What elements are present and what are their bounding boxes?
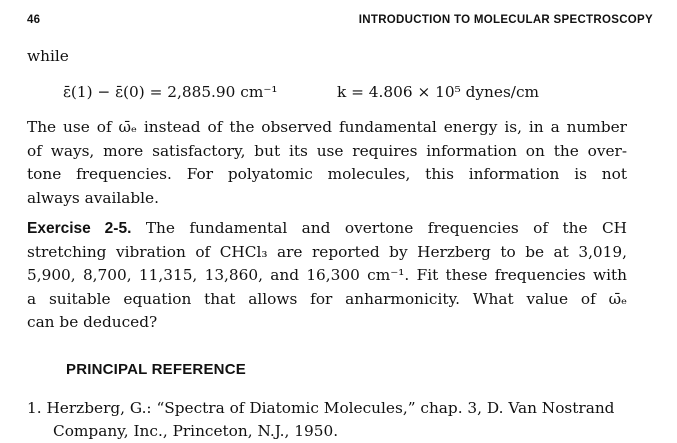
- equation-force-constant: k = 4.806 × 10⁵ dynes/cm: [337, 83, 540, 101]
- equation-energy-difference: ε̄(1) − ε̄(0) = 2,885.90 cm⁻¹: [63, 83, 278, 101]
- exercise-label: Exercise 2-5.: [27, 220, 132, 237]
- running-head: INTRODUCTION TO MOLECULAR SPECTROSCOPY: [358, 14, 653, 26]
- exercise-line-text: The fundamental and overtone frequencies of the CH: [145, 219, 627, 237]
- exercise-2-5: [27, 217, 627, 335]
- page-number: 46: [27, 14, 41, 26]
- paragraph-line: always available.: [27, 188, 159, 207]
- exercise-line: a suitable equation that allows for anharmonicity. What value of ω̄ₑ: [27, 289, 627, 308]
- exercise-line: [27, 217, 627, 241]
- paragraph-line: tone frequencies. For polyatomic molecules, this information is not: [27, 165, 627, 183]
- paragraph-use-of-omega: [27, 116, 627, 210]
- exercise-line: can be deduced?: [27, 313, 158, 331]
- exercise-line: 5,900, 8,700, 11,315, 13,860, and 16,300 cm⁻¹. Fit these frequencies with: [27, 266, 627, 284]
- intro-word: while: [27, 47, 69, 65]
- reference-list: [27, 397, 627, 443]
- exercise-line: stretching vibration of CHCl₃ are reported by Herzberg to be at 3,019,: [27, 242, 627, 261]
- reference-item-line: Company, Inc., Princeton, N.J., 1950.: [53, 422, 339, 440]
- principal-reference-heading: PRINCIPAL REFERENCE: [66, 361, 246, 378]
- reference-item-line: 1. Herzberg, G.: “Spectra of Diatomic Molecules,” chap. 3, D. Van Nostrand: [27, 399, 615, 417]
- paragraph-line: The use of ω̄ₑ instead of the observed fundamental energy is, in a number: [27, 118, 627, 136]
- page-header: [27, 14, 653, 34]
- paragraph-line: of ways, more satisfactory, but its use requires information on the over-: [27, 141, 627, 160]
